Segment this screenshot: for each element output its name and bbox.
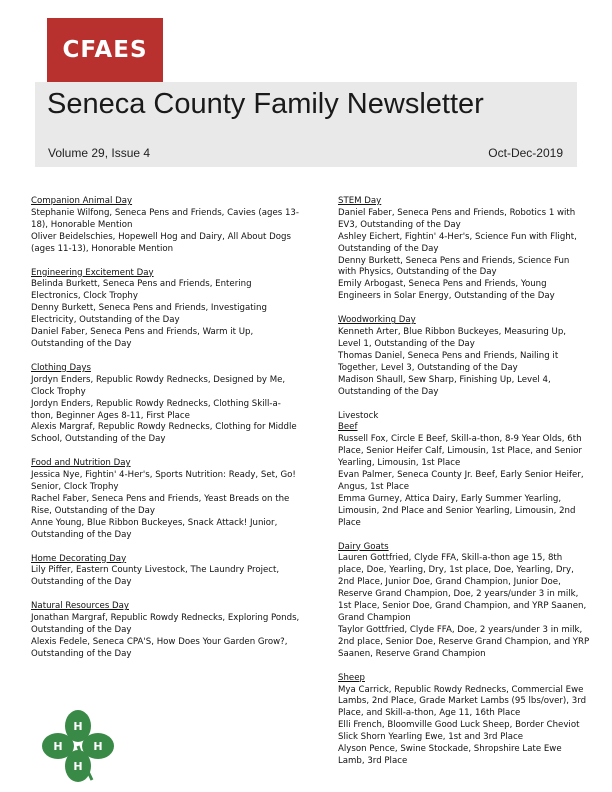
section-heading: Companion Animal Day — [31, 196, 133, 206]
award-line: Stephanie Wilfong, Seneca Pens and Friends, Cavies (ages 13-18), Honorable Mention — [31, 207, 299, 230]
section-heading: Clothing Days — [31, 362, 91, 373]
award-line: Elli French, Bloomville Good Luck Sheep, Border Cheviot Slick Shorn Yearling Ewe, 1st and 3rd Place — [338, 720, 580, 743]
section-heading: Food and Nutrition Day — [31, 458, 131, 469]
four-h-clover-icon — [38, 706, 118, 786]
award-line: Denny Burkett, Seneca Pens and Friends, Investigating Electricity, Outstanding of the Day — [31, 303, 267, 326]
newsletter-title: Seneca County Family Newsletter — [47, 88, 484, 120]
award-line: Evan Palmer, Seneca County Jr. Beef, Early Senior Heifer, Angus, 1st Place — [338, 470, 584, 492]
issue-date: Oct-Dec-2019 — [488, 146, 563, 160]
section-heading: Natural Resources Day — [31, 601, 130, 612]
svg-text:H: H — [73, 720, 83, 733]
subsection-heading-beef: Beef — [338, 422, 358, 433]
clover-icon — [38, 706, 118, 786]
section-dairy-goats — [338, 542, 590, 661]
section-heading: Livestock — [338, 410, 379, 421]
award-line: Russell Fox, Circle E Beef, Skill-a-thon, 8-9 Year Olds, 6th Place, Senior Heifer Calf, Limousin, 1st Place, and Senior Yearling, Limousin, 1st Place — [338, 434, 582, 469]
award-line: Belinda Burkett, Seneca Pens and Friends, Entering Electronics, Clock Trophy — [31, 279, 252, 302]
award-line: Mya Carrick, Republic Rowdy Rednecks, Commercial Ewe Lambs, 2nd Place, Grade Market Lambs (95 lbs/over), 3rd Place, and Skill-a-thon, Age 11, 16th Place — [338, 684, 587, 719]
award-line: Oliver Beidelschies, Hopewell Hog and Dairy, All About Dogs (ages 11-13), Honorable Mention — [31, 231, 291, 254]
award-line: Daniel Faber, Seneca Pens and Friends, Robotics 1 with EV3, Outstanding of the Day — [338, 207, 576, 230]
award-line: Jordyn Enders, Republic Rowdy Rednecks, Clothing Skill-a-thon, Beginner Ages 8-11, First Place — [31, 398, 281, 421]
section-heading: STEM Day — [338, 196, 382, 206]
section-livestock — [338, 411, 590, 530]
left-column — [31, 196, 301, 673]
award-line: Anne Young, Blue Ribbon Buckeyes, Snack Attack! Junior, Outstanding of the Day — [31, 517, 278, 540]
award-line: Jonathan Margraf, Republic Rowdy Rednecks, Exploring Ponds, Outstanding of the Day — [31, 613, 300, 636]
section-food-nutrition — [31, 458, 301, 541]
masthead — [35, 82, 577, 167]
section-companion-animal — [31, 196, 301, 256]
section-sheep — [338, 673, 590, 768]
svg-text:H: H — [73, 760, 83, 773]
award-line: Denny Burkett, Seneca Pens and Friends, Science Fun with Physics, Outstanding of the Day — [338, 255, 570, 278]
section-clothing — [31, 363, 301, 446]
section-stem — [338, 196, 590, 303]
award-line: Lily Piffer, Eastern County Livestock, The Laundry Project, Outstanding of the Day — [31, 565, 280, 588]
award-line: Ashley Eichert, Fightin' 4-Her's, Science Fun with Flight, Outstanding of the Day — [338, 231, 577, 254]
right-column — [338, 196, 590, 780]
section-natural-resources — [31, 601, 301, 661]
award-line: Alexis Fedele, Seneca CPA'S, How Does Your Garden Grow?, Outstanding of the Day — [31, 637, 288, 659]
award-line: Emily Arbogast, Seneca Pens and Friends, Young Engineers in Solar Energy, Outstanding of the Day — [338, 279, 555, 302]
svg-text:H: H — [53, 740, 63, 753]
award-line: Emma Gurney, Attica Dairy, Early Summer Yearling, Limousin, 2nd Place and Senior Yearling, Limousin, 2nd Place — [338, 493, 576, 528]
cfaes-logo — [47, 18, 163, 82]
section-home-decorating — [31, 554, 301, 590]
award-line: Rachel Faber, Seneca Pens and Friends, Yeast Breads on the Rise, Outstanding of the Day — [31, 493, 290, 516]
section-woodworking — [338, 315, 590, 398]
award-line: Thomas Daniel, Seneca Pens and Friends, Nailing it Together, Level 3, Outstanding of the Day — [338, 350, 559, 373]
logo-text: CFAES — [62, 37, 148, 63]
section-heading: Woodworking Day — [338, 315, 416, 326]
subsection-heading-dairy-goats: Dairy Goats — [338, 541, 389, 552]
volume-issue: Volume 29, Issue 4 — [48, 146, 151, 160]
section-engineering — [31, 268, 301, 351]
award-line: Jessica Nye, Fightin' 4-Her's, Sports Nutrition: Ready, Set, Go! Senior, Clock Trophy — [31, 470, 296, 493]
award-line: Madison Shaull, Sew Sharp, Finishing Up, Level 4, Outstanding of the Day — [338, 374, 551, 397]
section-heading: Engineering Excitement Day — [31, 267, 154, 278]
award-line: Lauren Gottfried, Clyde FFA, Skill-a-thon age 15, 8th place, Doe, Yearling, Dry, 1st place, Doe, Yearling, Dry, 2nd Place, Junior Doe, Grand Champion, Junior Doe, Reserve Grand Champion, Doe, 2 years/under 3 in milk, 1st Place, Senior Doe, Grand Champion, and YRP Saanen, Grand Champion — [338, 553, 587, 623]
award-line: Jordyn Enders, Republic Rowdy Rednecks, Designed by Me, Clock Trophy — [31, 374, 286, 397]
svg-text:H: H — [93, 740, 103, 753]
subsection-heading-sheep: Sheep — [338, 672, 365, 683]
award-line: Alyson Pence, Swine Stockade, Shropshire Late Ewe Lamb, 3rd Place — [338, 744, 562, 766]
section-heading: Home Decorating Day — [31, 553, 127, 564]
award-line: Kenneth Arter, Blue Ribbon Buckeyes, Measuring Up, Level 1, Outstanding of the Day — [338, 327, 567, 349]
award-line: Alexis Margraf, Republic Rowdy Rednecks, Clothing for Middle School, Outstanding of the Day — [31, 422, 297, 445]
award-line: Daniel Faber, Seneca Pens and Friends, Warm it Up, Outstanding of the Day — [31, 327, 254, 349]
award-line: Taylor Gottfried, Clyde FFA, Doe, 2 years/under 3 in milk, 2nd place, Senior Doe, Reserve Grand Champion, and YRP Saanen, Reserve Grand Champion — [338, 624, 590, 659]
